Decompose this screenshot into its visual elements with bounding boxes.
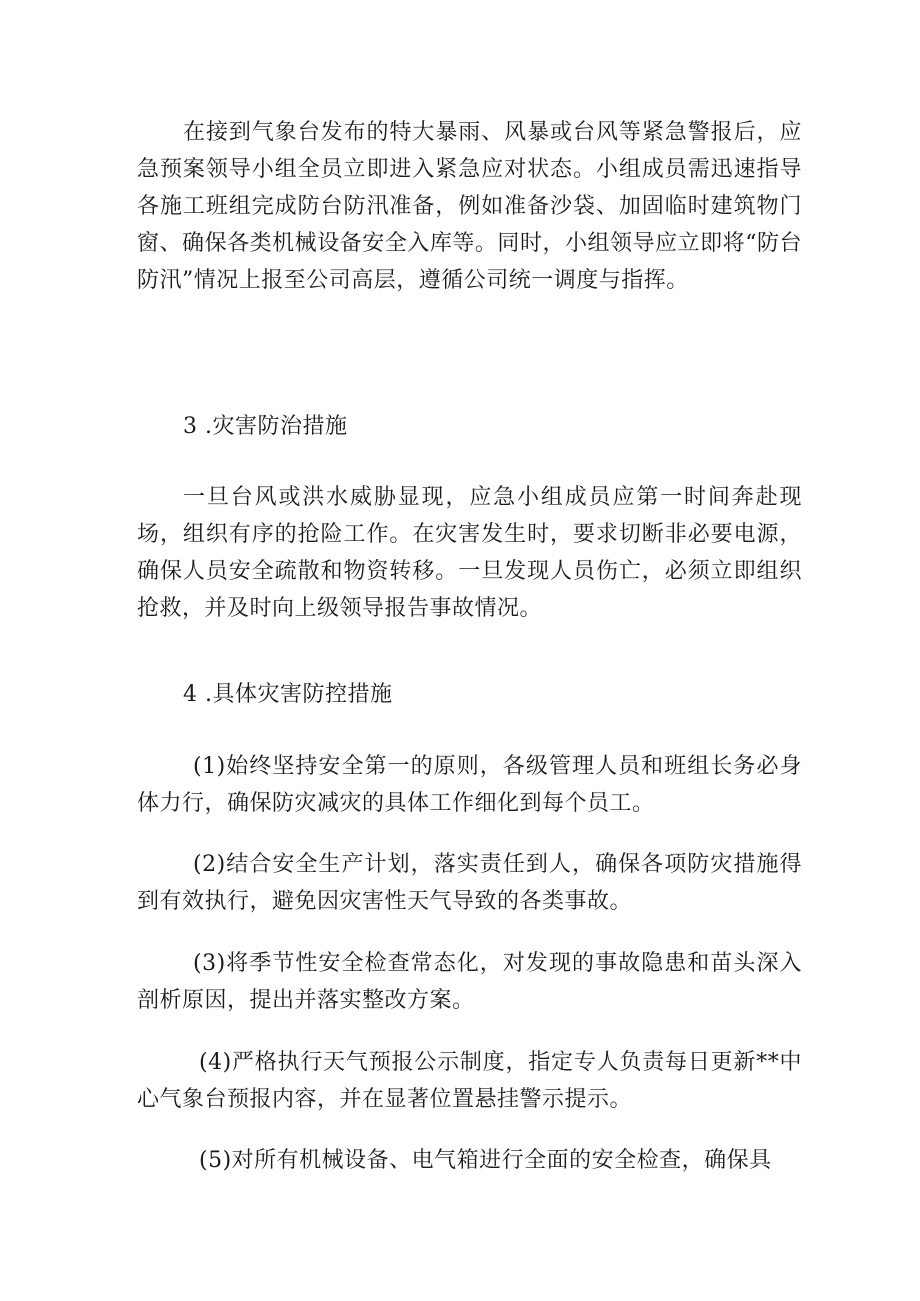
measure-item-2: (2)结合安全生产计划，落实责任到人，确保各项防灾措施得到有效执行，避免因灾害性天气导致的各类事故。: [137, 852, 802, 914]
heading-specific-measures: 4 .具体灾害防控措施: [183, 682, 393, 707]
measure-item-4: (4)严格执行天气预报公示制度，指定专人负责每日更新**中心气象台预报内容，并在显著位置悬挂警示提示。: [137, 1050, 802, 1112]
paragraph-rescue-actions: 一旦台风或洪水威胁显现，应急小组成员应第一时间奔赴现场，组织有序的抢险工作。在灾害发生时，要求切断非必要电源，确保人员安全疏散和物资转移。一旦发现人员伤亡，必须立即组织抢救，并及时向上级领导报告事故情况。: [137, 485, 802, 621]
paragraph-emergency-response: 在接到气象台发布的特大暴雨、风暴或台风等紧急警报后，应急预案领导小组全员立即进入紧急应对状态。小组成员需迅速指导各施工班组完成防台防汛准备，例如准备沙袋、加固临时建筑物门窗、确保各类机械设备安全入库等。同时，小组领导应立即将“防台防汛”情况上报至公司高层，遵循公司统一调度与指挥。: [137, 120, 802, 293]
measure-item-3: (3)将季节性安全检查常态化，对发现的事故隐患和苗头深入剖析原因，提出并落实整改方案。: [137, 951, 802, 1013]
measure-item-1: (1)始终坚持安全第一的原则，各级管理人员和班组长务必身体力行，确保防灾减灾的具体工作细化到每个员工。: [137, 754, 802, 816]
heading-disaster-prevention: 3 .灾害防治措施: [183, 414, 348, 439]
measure-item-5: (5)对所有机械设备、电气箱进行全面的安全检查，确保具: [199, 1148, 772, 1173]
